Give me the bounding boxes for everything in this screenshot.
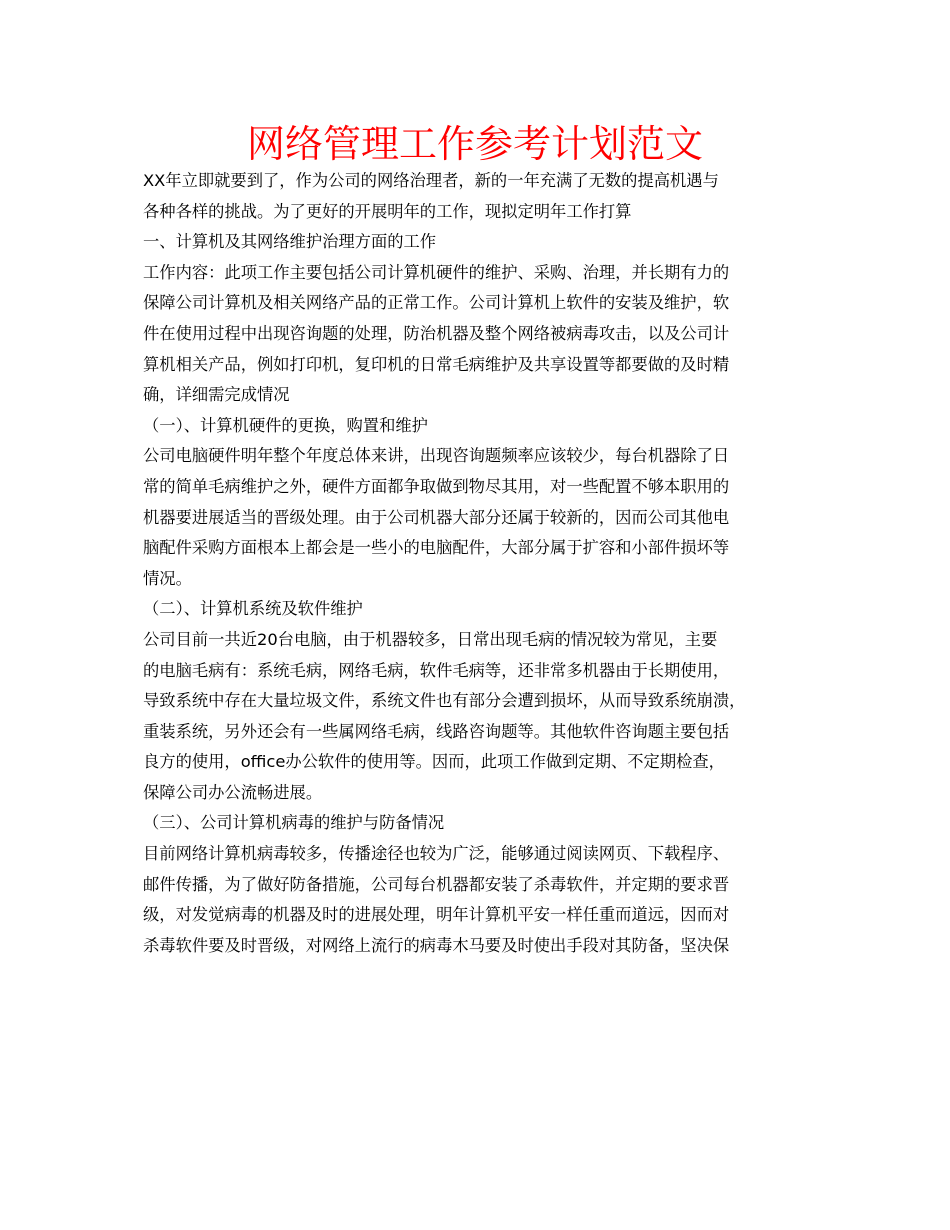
text-line: 的电脑毛病有：系统毛病，网络毛病，软件毛病等，还非常多机器由于长期使用， — [143, 660, 730, 680]
page-title: 网络管理工作参考计划范文 — [246, 122, 703, 166]
text-line: 导致系统中存在大量垃圾文件，系统文件也有部分会遭到损坏，从而导致系统崩溃， — [143, 691, 746, 711]
text-line: 保障公司办公流畅进展。 — [143, 782, 323, 802]
text-line: 良方的使用，office办公软件的使用等。因而，此项工作做到定期、不定期检查， — [143, 752, 725, 772]
text-line: 级，对发觉病毒的机器及时的进展处理，明年计算机平安一样任重而道远，因而对 — [143, 905, 730, 925]
text-line: 工作内容：此项工作主要包括公司计算机硬件的维护、采购、治理，并长期有力的 — [143, 262, 730, 282]
text-line: 公司目前一共近20台电脑，由于机器较多，日常出现毛病的情况较为常见，主要 — [143, 629, 718, 649]
text-line: 各种各样的挑战。为了更好的开展明年的工作，现拟定明年工作打算 — [143, 201, 632, 221]
text-line: 脑配件采购方面根本上都会是一些小的电脑配件，大部分属于扩容和小部件损坏等 — [143, 538, 730, 558]
text-line: 算机相关产品，例如打印机，复印机的日常毛病维护及共享设置等都要做的及时精 — [143, 354, 730, 374]
text-line: 邮件传播，为了做好防备措施，公司每台机器都安装了杀毒软件，并定期的要求晋 — [143, 874, 730, 894]
text-line: 情况。 — [143, 568, 192, 588]
text-line: （三）、公司计算机病毒的维护与防备情况 — [143, 813, 445, 833]
text-line: 一、计算机及其网络维护治理方面的工作 — [143, 232, 437, 252]
document-body — [143, 166, 823, 961]
text-line: （二）、计算机系统及软件维护 — [143, 599, 363, 619]
text-line: 确，详细需完成情况 — [143, 385, 290, 405]
text-line: XX年立即就要到了，作为公司的网络治理者，新的一年充满了无数的提高机遇与 — [143, 171, 719, 190]
text-line: （一）、计算机硬件的更换，购置和维护 — [143, 415, 428, 435]
text-line: 目前网络计算机病毒较多，传播途径也较为广泛，能够通过阅读网页、下载程序、 — [143, 844, 730, 864]
text-line: 常的简单毛病维护之外，硬件方面都争取做到物尽其用，对一些配置不够本职用的 — [143, 476, 730, 496]
text-line: 杀毒软件要及时晋级，对网络上流行的病毒木马要及时使出手段对其防备，坚决保 — [143, 935, 730, 955]
text-line: 机器要进展适当的晋级处理。由于公司机器大部分还属于较新的，因而公司其他电 — [143, 507, 730, 527]
text-line: 保障公司计算机及相关网络产品的正常工作。公司计算机上软件的安装及维护，软 — [143, 293, 730, 313]
text-line: 公司电脑硬件明年整个年度总体来讲，出现咨询题频率应该较少，每台机器除了日 — [143, 446, 730, 466]
text-line: 件在使用过程中出现咨询题的处理，防治机器及整个网络被病毒攻击，以及公司计 — [143, 323, 730, 343]
text-line: 重装系统，另外还会有一些属网络毛病，线路咨询题等。其他软件咨询题主要包括 — [143, 721, 730, 741]
